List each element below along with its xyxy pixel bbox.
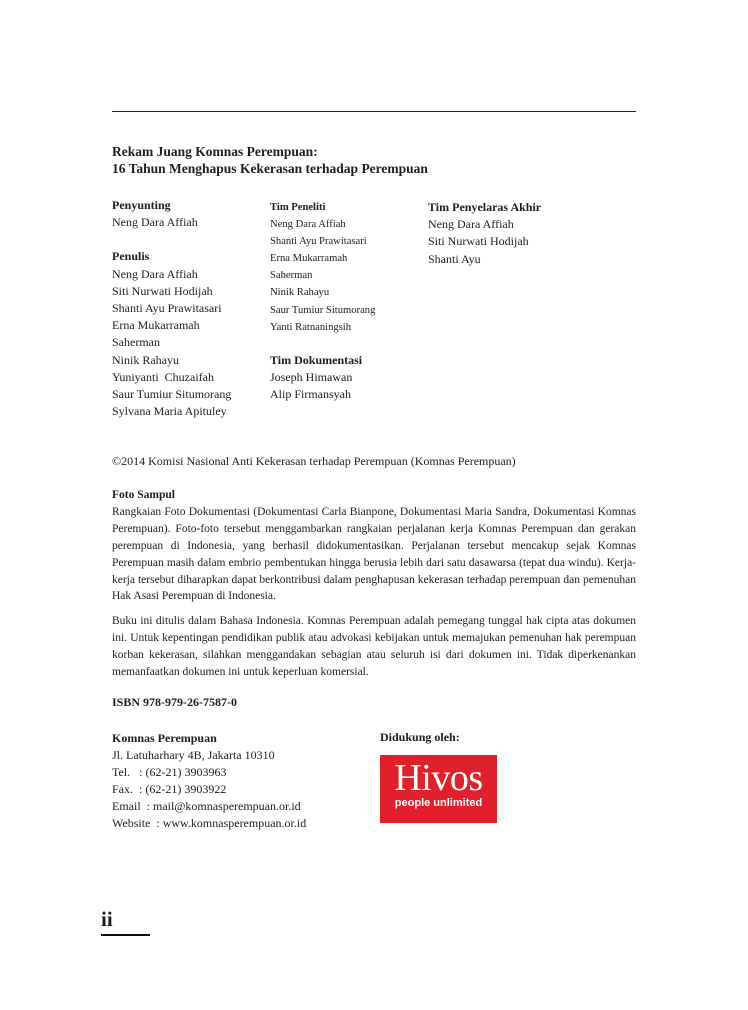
copyright-notice: ©2014 Komisi Nasional Anti Kekerasan terhadap Perempuan (Komnas Perempuan) [112, 454, 516, 468]
writer-name: Neng Dara Affiah [112, 266, 198, 281]
book-title [112, 143, 428, 177]
documentation-team-heading: Tim Dokumentasi [270, 352, 363, 367]
hivos-logo-tagline: people unlimited [394, 797, 483, 809]
isbn: ISBN 978-979-26-7587-0 [112, 695, 237, 709]
writer-name: Yuniyanti Chuzaifah [112, 369, 214, 384]
bottom-rule [101, 934, 150, 936]
book-title-line-1: Rekam Juang Komnas Perempuan: [112, 144, 318, 159]
cover-photo-heading: Foto Sampul [112, 489, 175, 501]
researcher-name: Erna Mukarramah [270, 253, 348, 265]
top-rule [112, 111, 636, 112]
contact-block [112, 730, 306, 833]
documentation-member-name: Joseph Himawan [270, 369, 353, 384]
documentation-member-name: Alip Firmansyah [270, 386, 351, 401]
writer-name: Shanti Ayu Prawitasari [112, 301, 222, 316]
rights-paragraph: Buku ini ditulis dalam Bahasa Indonesia. Komnas Perempuan adalah pemegang tunggal hak cipta atas dokumen ini. Untuk kepentingan pendidikan publik atau advokasi kebijakan untuk memajukan pemenuhan hak perempuan korban kekerasan, silahkan menggandakan sebagian atau seluruh isi dari dokumen ini. Tidak diperkenankan memanfaatkan dokumen ini untuk keperluan komersial. [112, 615, 636, 678]
research-team-heading: Tim Peneliti [270, 202, 326, 213]
credits-column-3 [428, 199, 541, 268]
researcher-name: Shanti Ayu Prawitasari [270, 236, 367, 248]
contact-email: Email : mail@komnasperempuan.or.id [112, 799, 301, 814]
researcher-name: Saur Tumiur Situmorang [270, 304, 376, 316]
writer-name: Ninik Rahayu [112, 352, 179, 367]
final-team-name: Neng Dara Affiah [428, 217, 514, 232]
hivos-logo-word: Hivos [394, 757, 483, 799]
cover-photo-section [112, 487, 636, 605]
researcher-name: Yanti Ratnaningsih [270, 321, 352, 333]
book-title-line-2: 16 Tahun Menghapus Kekerasan terhadap Perempuan [112, 161, 428, 176]
writer-name: Sylvana Maria Apituley [112, 404, 227, 419]
researcher-name: Saherman [270, 270, 313, 282]
writer-name: Saherman [112, 335, 160, 350]
writers-heading: Penulis [112, 249, 150, 264]
hivos-logo [380, 755, 497, 823]
writer-name: Siti Nurwati Hodijah [112, 283, 213, 298]
researcher-name: Neng Dara Affiah [270, 219, 346, 231]
editor-name: Neng Dara Affiah [112, 215, 198, 230]
cover-photo-text: Rangkaian Foto Dokumentasi (Dokumentasi Carla Bianpone, Dokumentasi Maria Sandra, Dokumentasi Komnas Perempuan). Foto-foto tersebut menggambarkan rangkaian perjalanan kerja Komnas Perempuan dan gerakan perempuan di Indonesia, yang berhasil didokumentasikan. Perjalanan tersebut mencakup sejak Komnas Perempuan masih dalam embrio pembentukan hingga berusia lebih dari satu dasawarsa (tepat dua windu). Kerja-kerja tersebut diharapkan dapat berkontribusi dalam penghapusan kekerasan terhadap perempuan dan pemenuhan Hak Asasi Perempuan di Indonesia. [112, 505, 636, 603]
contact-address: Jl. Latuharhary 4B, Jakarta 10310 [112, 748, 275, 763]
credits-column-2 [270, 199, 375, 403]
final-team-name: Shanti Ayu [428, 251, 481, 266]
writer-name: Erna Mukarramah [112, 318, 200, 333]
editor-heading: Penyunting [112, 198, 171, 212]
contact-website: Website : www.komnasperempuan.or.id [112, 816, 307, 831]
final-team-heading: Tim Penyelaras Akhir [428, 200, 542, 214]
final-team-name: Siti Nurwati Hodijah [428, 234, 529, 249]
contact-fax: Fax. : (62-21) 3903922 [112, 782, 227, 797]
contact-phone: Tel. : (62-21) 3903963 [112, 765, 227, 780]
contact-heading: Komnas Perempuan [112, 731, 217, 745]
researcher-name: Ninik Rahayu [270, 287, 330, 299]
credits-column-1 [112, 197, 231, 420]
writer-name: Saur Tumiur Situmorang [112, 387, 232, 402]
supported-by-label: Didukung oleh: [380, 730, 460, 744]
page-number: ii [101, 907, 113, 931]
